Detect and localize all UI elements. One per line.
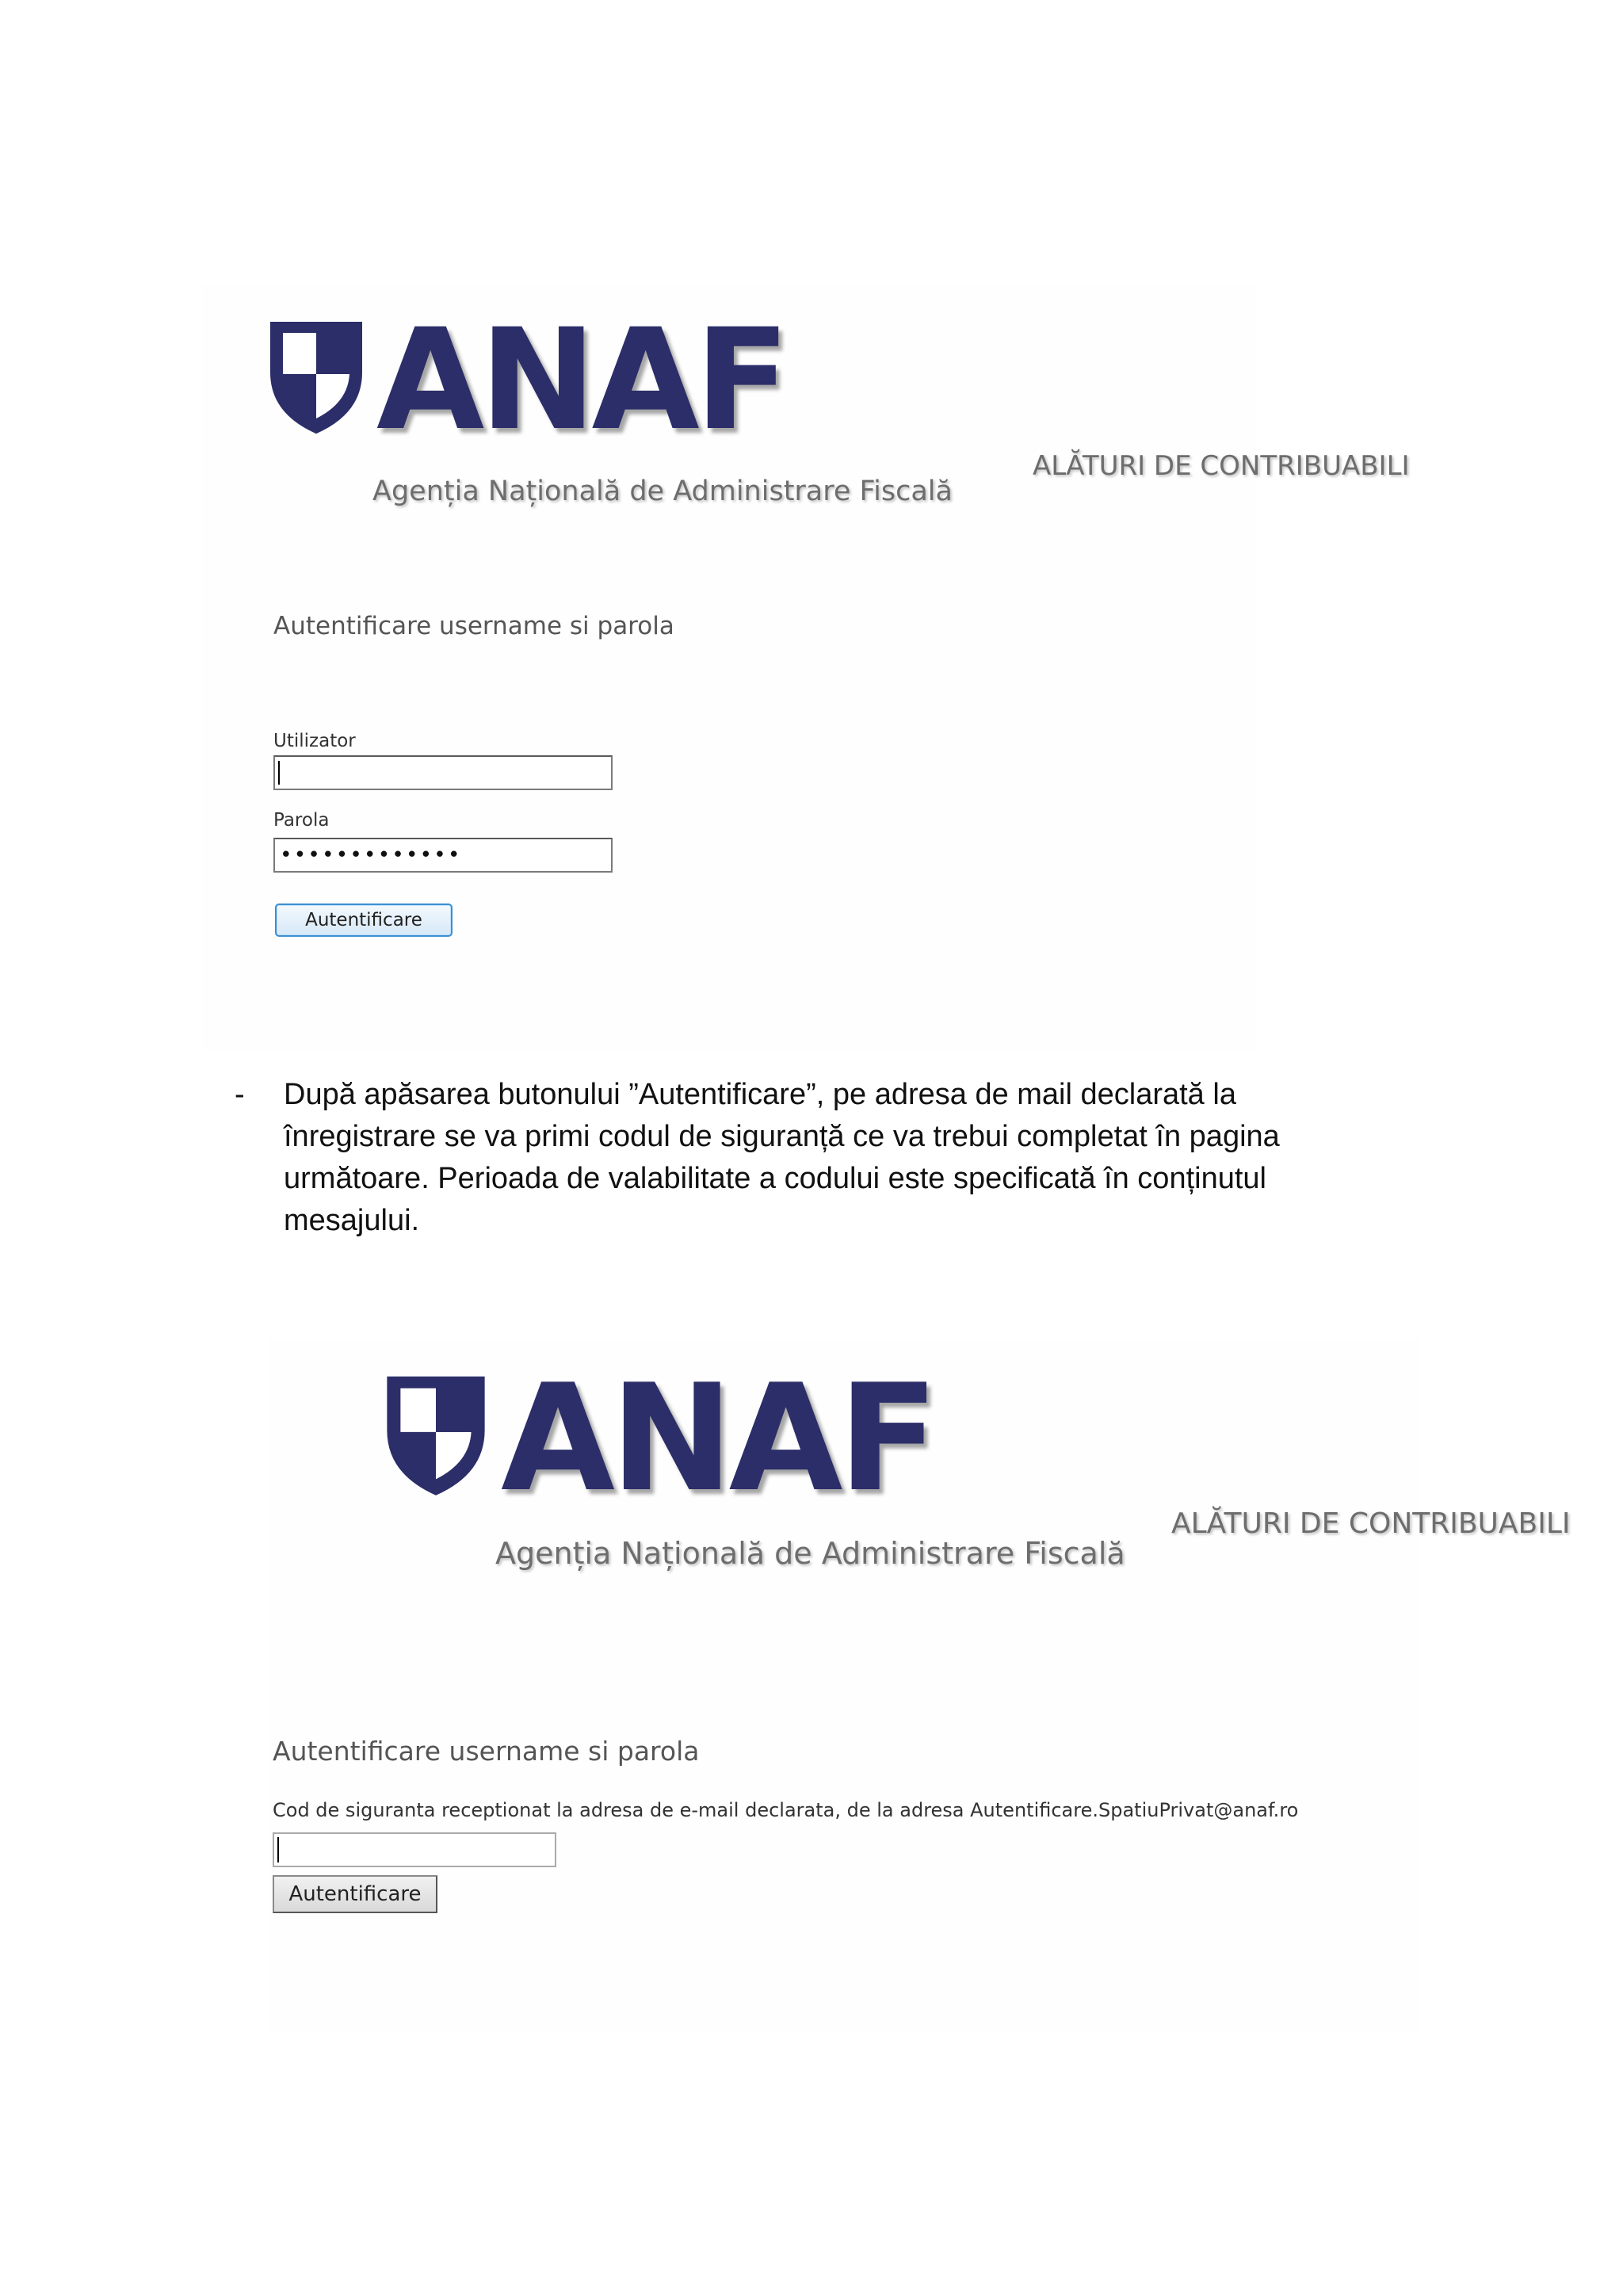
slogan: ALĂTURI DE CONTRIBUABILI [1171, 1507, 1571, 1540]
username-input[interactable] [273, 755, 613, 790]
instruction-paragraph: După apăsarea butonului ”Autentificare”, pe adresa de mail declarată la înregistrare se va primi codul de siguranță ce va trebui completat în pagina următoare. Perioada de valabilitate a codului este specificată în conținutul mesajului. [284, 1078, 1280, 1237]
form-title: Autentificare username si parola [273, 612, 674, 640]
agency-name: Agenția Națională de Administrare Fiscală [495, 1536, 1125, 1571]
login-screenshot [202, 285, 1410, 1050]
anaf-logo [265, 299, 979, 507]
anaf-wordmark: ANAF [501, 1352, 934, 1524]
security-code-input[interactable] [273, 1832, 556, 1867]
shield-icon [265, 317, 367, 436]
shield-icon [382, 1371, 490, 1498]
anaf-logo [382, 1352, 1143, 1571]
security-code-label: Cod de siguranta receptionat la adresa de e-mail declarata, de la adresa Autentificare.SpatiuPrivat@anaf.ro [273, 1799, 1299, 1821]
password-label: Parola [273, 810, 330, 831]
slogan: ALĂTURI DE CONTRIBUABILI [1033, 450, 1410, 482]
anaf-wordmark: ANAF [376, 299, 785, 461]
login-button[interactable]: Autentificare [275, 904, 453, 937]
submit-code-button[interactable]: Autentificare [273, 1875, 437, 1913]
text-caret [277, 1837, 279, 1862]
username-label: Utilizator [273, 731, 356, 751]
security-code-screenshot [269, 1339, 1571, 2033]
text-caret [278, 761, 280, 785]
agency-name: Agenția Națională de Administrare Fiscală [372, 476, 953, 507]
bullet-dash: - [235, 1078, 245, 1111]
password-input[interactable] [273, 838, 613, 873]
form-title: Autentificare username si parola [273, 1736, 700, 1767]
